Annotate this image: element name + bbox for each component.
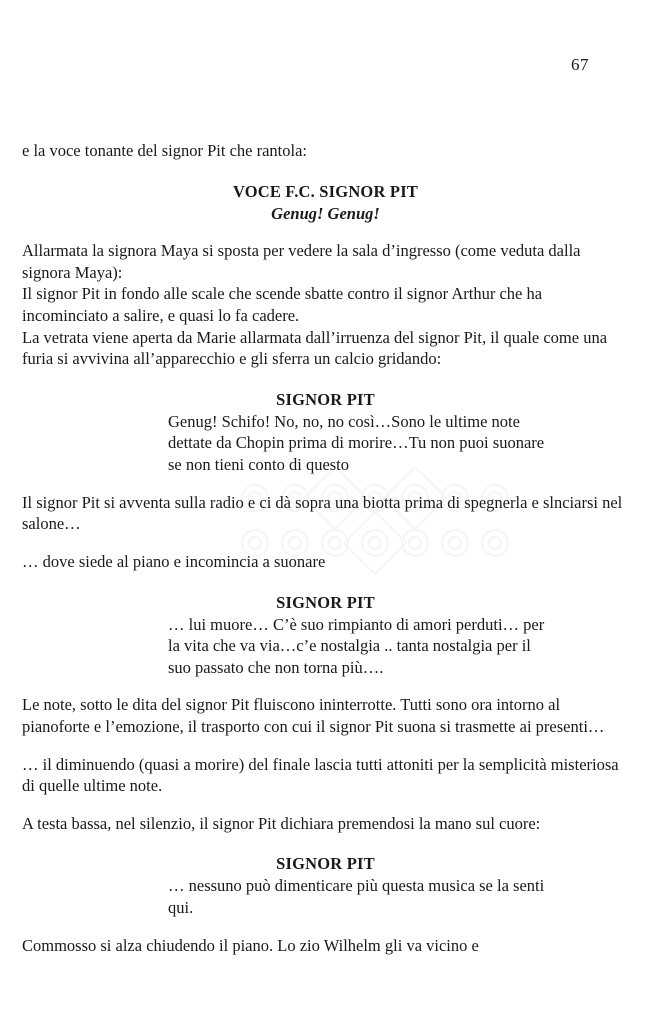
paragraph: A testa bassa, nel silenzio, il signor Pit dichiara premendosi la mano sul cuore: [22,813,541,833]
page-number: 67 [571,55,589,74]
page-body [22,140,629,956]
speaker-heading: SIGNOR PIT [276,854,375,874]
speaker-heading: SIGNOR PIT [276,389,375,409]
paragraph: Il signor Pit in fondo alle scale che scende sbatte contro il signor Arthur che ha incominciato a salire, e quasi lo fa cadere. [22,284,543,326]
dialogue-line: Genug! Genug! [271,203,380,223]
paragraph: Le note, sotto le dita del signor Pit fluiscono ininterrotte. Tutti sono ora intorno al pianoforte e l’emozione, il trasporto con cui il signor Pit suona si trasmette ai presenti… [22,695,605,736]
paragraph: Allarmata la signora Maya si sposta per vedere la sala d’ingresso (come veduta dalla signora Maya): [22,241,581,282]
paragraph: Commosso si alza chiudendo il piano. Lo zio Wilhelm gli va vicino e [22,935,479,955]
speaker-heading: VOCE F.C. SIGNOR PIT [232,181,419,201]
speaker-heading: SIGNOR PIT [276,592,375,612]
paragraph: Il signor Pit si avventa sulla radio e ci dà sopra una biotta prima di spegnerla e slnciarsi nel salone… [22,492,623,534]
dialogue-line: … nessuno può dimenticare più questa musica se la senti qui. [168,876,545,918]
paragraph: … il diminuendo (quasi a morire) del finale lascia tutti attoniti per la semplicità misteriosa di quelle ultime note. [22,754,619,796]
paragraph: La vetrata viene aperta da Marie allarmata dall’irruenza del signor Pit, il quale come una furia si avvivina all’apparecchio e gli sferra un calcio gridando: [22,327,608,369]
dialogue-line: … lui muore… C’è suo rimpianto di amori perduti… per la vita che va via…c’e nostalgia .. tanta nostalgia per il suo passato che non torna più…. [168,614,545,677]
paragraph: … dove siede al piano e incomincia a suonare [22,551,326,571]
paragraph: e la voce tonante del signor Pit che rantola: [22,141,307,160]
dialogue-line: Genug! Schifo! No, no, no così…Sono le ultime note dettate da Chopin prima di morire…Tu non puoi suonare se non tieni conto di questo [168,411,545,475]
